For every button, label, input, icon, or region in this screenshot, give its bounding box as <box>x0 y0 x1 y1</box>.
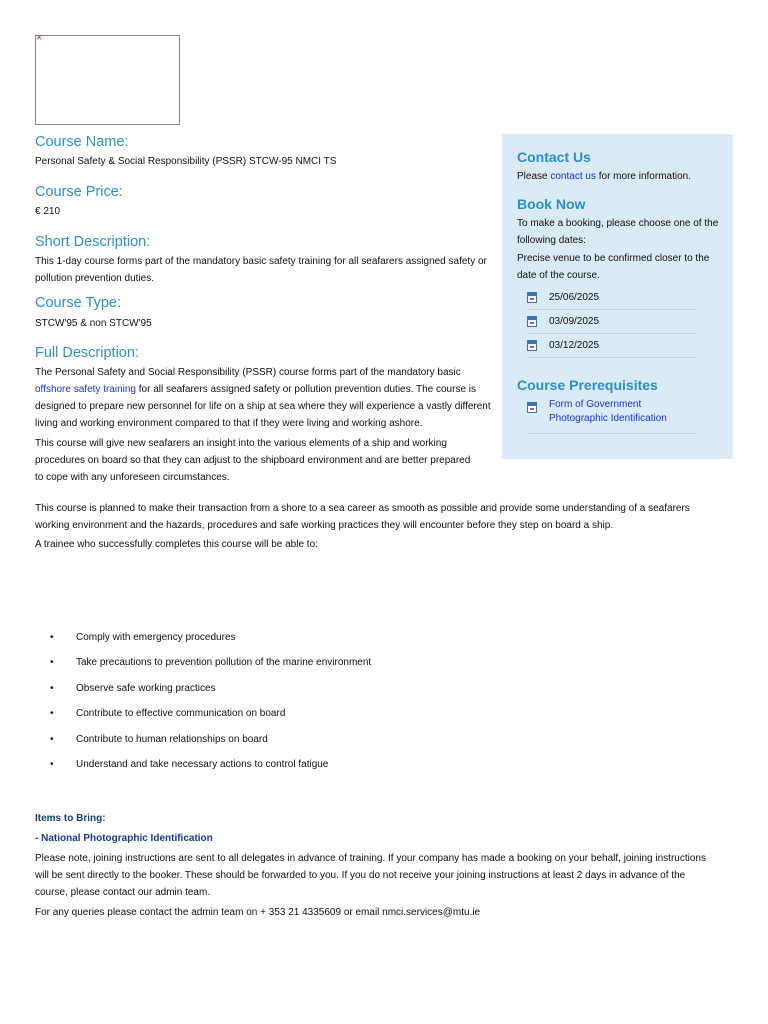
document-icon <box>527 402 537 413</box>
outcome-item <box>35 679 635 704</box>
bullet-icon: • <box>50 657 54 669</box>
course-date-option[interactable] <box>527 310 696 334</box>
outcome-item <box>35 704 635 729</box>
bullet-icon: • <box>50 733 54 745</box>
course-price-heading: Course Price: <box>35 184 123 200</box>
contact-us-link[interactable]: contact us <box>550 171 596 182</box>
prerequisite-link[interactable]: Form of Government Photographic Identification <box>549 399 667 424</box>
contact-us-text <box>517 168 719 185</box>
course-name-heading: Course Name: <box>35 134 129 150</box>
contact-us-heading: Contact Us <box>517 149 591 165</box>
outcome-text: Contribute to effective communication on board <box>76 708 286 720</box>
outcome-text: Observe safe working practices <box>76 682 216 694</box>
course-type-heading: Course Type: <box>35 295 121 311</box>
outcome-text: Comply with emergency procedures <box>76 632 236 643</box>
items-to-bring-item: - National Photographic Identification <box>35 833 213 844</box>
full-description-heading: Full Description: <box>35 345 139 361</box>
full-description-text: for all seafarers assigned safety or pollution prevention duties. The course is designed to prepare new personnel for life on a ship at sea where they will experience a vastly different living and working environment compared to that if they were living and working ashore. <box>35 384 491 429</box>
admin-contact-info: For any queries please contact the admin team on + 353 21 4335609 or email nmci.services@mtu.ie <box>35 907 481 918</box>
booking-sidebar <box>502 134 733 459</box>
bullet-icon: • <box>50 758 54 770</box>
items-to-bring-heading: Items to Bring: <box>35 813 106 824</box>
calendar-icon <box>527 292 537 303</box>
book-now-instructions: To make a booking, please choose one of the following dates: <box>517 218 719 246</box>
bullet-icon: • <box>50 682 54 694</box>
outcome-text: Take precautions to prevention pollution of the marine environment <box>76 657 372 669</box>
full-description-p3: This course is planned to make their transaction from a shore to a sea career as smooth as possible and provide some understanding of a seafarers working environment and the hazards, procedures and safe working practices they will encounter before they step on board a ship. <box>35 503 690 531</box>
bullet-icon: • <box>50 708 54 720</box>
outcomes-list <box>35 628 635 780</box>
course-date: 03/12/2025 <box>549 340 600 351</box>
course-image-placeholder <box>35 32 180 125</box>
course-details <box>35 133 491 486</box>
outcome-item <box>35 755 635 780</box>
outcome-item <box>35 628 635 653</box>
course-dates-list <box>517 286 719 358</box>
joining-instructions-note: Please note, joining instructions are sent to all delegates in advance of training. If your company has made a booking on your behalf, joining instructions will be sent directly to the booker. These should be forwarded to you. If you do not receive your joining instructions at least 2 days in advance of the course, please contact our admin team. <box>35 853 706 898</box>
short-description-heading: Short Description: <box>35 234 151 250</box>
outcome-item <box>35 653 635 678</box>
bullet-icon: • <box>50 632 54 643</box>
contact-text: for more information. <box>595 171 691 182</box>
full-description-text: The Personal Safety and Social Responsibility (PSSR) course forms part of the mandatory basic <box>35 367 461 378</box>
course-type: STCW'95 & non STCW'95 <box>35 318 152 329</box>
course-date-option[interactable] <box>527 286 696 310</box>
outcome-text: Contribute to human relationships on board <box>76 733 268 745</box>
course-name: Personal Safety & Social Responsibility (PSSR) STCW-95 NMCI TS <box>35 156 337 167</box>
broken-image-icon: × <box>36 32 43 44</box>
offshore-safety-training-link[interactable]: offshore safety training <box>35 384 136 395</box>
course-prerequisites-heading: Course Prerequisites <box>517 377 658 393</box>
calendar-icon <box>527 340 537 351</box>
contact-text: Please <box>517 171 551 182</box>
full-description-p4: A trainee who successfully completes this course will be able to: <box>35 539 318 550</box>
course-date: 25/06/2025 <box>549 292 600 303</box>
short-description: This 1-day course forms part of the mandatory basic safety training for all seafarers assigned safety or pollution prevention duties. <box>35 256 487 284</box>
prerequisite-item <box>527 398 696 434</box>
course-date-option[interactable] <box>527 334 696 358</box>
calendar-icon <box>527 316 537 327</box>
outcome-item <box>35 730 635 755</box>
full-description-p2: This course will give new seafarers an insight into the various elements of a ship and working procedures on board so that they can adjust to the shipboard environment and are better prepared to cope with any unforeseen circumstances. <box>35 438 471 483</box>
outcome-text: Understand and take necessary actions to control fatigue <box>76 758 329 770</box>
book-now-heading: Book Now <box>517 196 586 212</box>
course-price: € 210 <box>35 206 61 217</box>
venue-note: Precise venue to be confirmed closer to the date of the course. <box>517 253 710 281</box>
course-date: 03/09/2025 <box>549 316 600 327</box>
full-description-p1 <box>35 364 491 432</box>
